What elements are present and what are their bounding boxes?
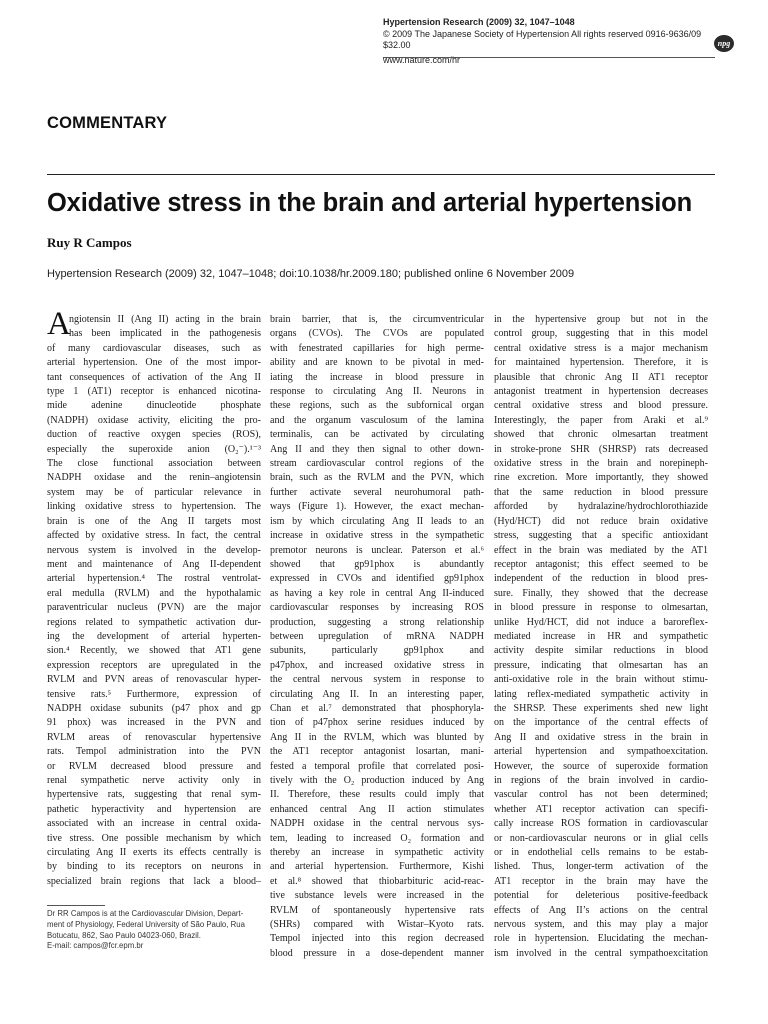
body-text-line: production, suggesting a strong relationship bbox=[270, 616, 484, 628]
body-text-line: anti-oxidative role in the brain without stimu- bbox=[494, 674, 708, 686]
body-text-line: mediated increase in HR and sympathetic bbox=[494, 630, 708, 642]
footnote-divider bbox=[47, 905, 105, 906]
body-text-line: of many cardiovascular diseases, such as bbox=[47, 342, 261, 354]
body-text-line: Chan et al.⁷ demonstrated that phosphoryla- bbox=[270, 702, 484, 714]
body-text-line: plausible that chronic Ang II AT1 receptor bbox=[494, 371, 708, 383]
body-text-line: between upregulation of mRNA NADPH bbox=[270, 630, 484, 642]
body-text-line: duction of reactive oxygen species (ROS), bbox=[47, 429, 261, 441]
body-text-line: activity despite similar reductions in blood bbox=[494, 645, 708, 657]
journal-header bbox=[383, 17, 713, 66]
body-text-line: response to circulating Ang II. Neurons in bbox=[270, 386, 484, 398]
body-text-line: stream cardiovascular control regions of the bbox=[270, 458, 484, 470]
body-text-line: vascular control has not been determined; bbox=[494, 789, 708, 801]
body-text-line: affected by oxidative stress. In fact, the central bbox=[47, 530, 261, 542]
body-text-line: 91 phox) was increased in the PVN and bbox=[47, 717, 261, 729]
body-text-line: Tempol injected into this region decreased bbox=[270, 933, 484, 945]
body-text-line: rats. Tempol administration into the PVN bbox=[47, 746, 261, 758]
body-text-line: organs (CVOs). The CVOs are populated bbox=[270, 328, 484, 340]
body-text-line: effects of Ang II’s actions on the central bbox=[494, 904, 708, 916]
article-title: Oxidative stress in the brain and arterial hypertension bbox=[47, 189, 693, 217]
body-column-3 bbox=[494, 313, 708, 961]
journal-url: www.nature.com/hr bbox=[383, 54, 461, 65]
body-text-line: RVLM and PVN areas of renovascular hyper- bbox=[47, 674, 261, 686]
body-text-line: tant consequences of activation of the Ang II bbox=[47, 371, 261, 383]
npg-logo: npg bbox=[714, 35, 734, 52]
body-text-line: Ang II and oxidative stress in the brain in bbox=[494, 731, 708, 743]
body-text-line: nervous system, and this may play a major bbox=[494, 919, 708, 931]
body-text-line: lating reflex-mediated sympathetic activity in bbox=[494, 688, 708, 700]
body-text-line: showed that gp91phox is abundantly bbox=[270, 558, 484, 570]
body-text-line: further activate several neurohumoral path- bbox=[270, 486, 484, 498]
body-text-line: with fenestrated capillaries for high perme- bbox=[270, 342, 484, 354]
body-text-line: ing the development of arterial hyperten- bbox=[47, 630, 261, 642]
body-text-line: in regions of the brain involved in cardio- bbox=[494, 775, 708, 786]
body-text-line: circulating Ang II exerts its effects centrally is bbox=[47, 847, 261, 859]
body-text-line: Interestingly, the paper from Araki et al.⁹ bbox=[494, 414, 708, 426]
body-text-line: expression receptors are upregulated in the bbox=[47, 659, 261, 671]
drop-cap: A bbox=[47, 306, 71, 342]
body-column-1 bbox=[47, 313, 261, 889]
body-text-line: control group, suggesting that in this model bbox=[494, 328, 708, 340]
body-text-line: cally increase ROS formation in cardiovascular bbox=[494, 818, 708, 830]
body-text-line: (Hyd/HCT) did not reduce brain oxidative bbox=[494, 515, 708, 527]
body-text-line: arterial hypertension.⁴ The rostral ventrolat- bbox=[47, 573, 261, 585]
footnote-line: Botucatu, 862, Sao Paulo 04023-060, Brazil. bbox=[47, 930, 201, 940]
body-text-line: unlike Hyd/HCT, did not induce a baroreflex- bbox=[494, 616, 708, 628]
body-text-line: ment and maintenance of Ang II-dependent bbox=[47, 558, 261, 570]
body-text-line: effect in the brain was mediated by the AT1 bbox=[494, 544, 708, 556]
body-text-line: central oxidative stress is a major mechanism bbox=[494, 342, 708, 354]
body-text-line: paraventricular nucleus (PVN) are the major bbox=[47, 602, 261, 614]
body-text-line: and the organum vasculosum of the lamina bbox=[270, 414, 484, 426]
body-text-line: sure. Finally, they showed that the decrease bbox=[494, 587, 708, 599]
body-text-line: subunits, particularly gp91phox and bbox=[270, 645, 484, 657]
body-text-line: central oxidative stress and blood pressure. bbox=[494, 400, 708, 412]
body-text-line: ism by which circulating Ang II leads to an bbox=[270, 515, 484, 527]
section-label: COMMENTARY bbox=[47, 114, 168, 132]
body-text-line: arterial hypertension. One of the most impor- bbox=[47, 357, 261, 369]
body-text-line: Ang II in the RVLM, which was blunted by bbox=[270, 731, 484, 743]
body-text-line: hypertensive rats, suggesting that renal sym- bbox=[47, 789, 261, 801]
body-text-line: linking oxidative stress to hypertension. The bbox=[47, 501, 261, 513]
body-text-line: potential for deleterious positive-feedback bbox=[494, 890, 708, 902]
article-citation: Hypertension Research (2009) 32, 1047–1048; doi:10.1038/hr.2009.180; published online 6 November 2009 bbox=[47, 268, 575, 280]
body-text-line: by binding to its receptors on neurons in bbox=[47, 861, 261, 873]
body-text-line: regions related to sympathetic activation dur- bbox=[47, 616, 261, 628]
body-text-line: AT1 receptor in the brain may have the bbox=[494, 875, 708, 887]
body-text-line: blood pressure in a dose-dependent manner bbox=[270, 947, 484, 959]
body-text-line: in the hypertensive group but not in the bbox=[494, 314, 708, 325]
body-text-line: or in endothelial cells remains to be estab- bbox=[494, 847, 708, 859]
copyright-line: © 2009 The Japanese Society of Hypertension All rights reserved 0916-9636/09 $32.00 bbox=[383, 28, 702, 50]
body-text-line: specialized brain regions that lack a blood– bbox=[47, 875, 261, 887]
body-text-line: independent of the reduction in blood pres- bbox=[494, 573, 708, 585]
body-text-line: p47phox, and increased oxidative stress in bbox=[270, 659, 484, 671]
body-text-line: the SHRSP. These experiments shed new light bbox=[494, 702, 708, 714]
body-text-line: nervous system is involved in the develop- bbox=[47, 544, 261, 556]
body-text-line: II. Therefore, these results could imply that bbox=[270, 789, 484, 801]
body-text-line: arterial hypertension and sympathoexcitation. bbox=[494, 746, 708, 758]
body-text-line: antagonist treatment in hypertension decreases bbox=[494, 386, 708, 398]
body-text-line: has been implicated in the pathogenesis bbox=[69, 328, 261, 340]
body-text-line: sion.⁴ Recently, we showed that AT1 gene bbox=[47, 645, 261, 657]
body-text-line: RVLM areas of renovascular hypertensive bbox=[47, 731, 261, 743]
body-text-line: eral medulla (RVLM) and the hypothalamic bbox=[47, 587, 261, 599]
body-text-line: rine excretion. More importantly, they showed bbox=[494, 472, 708, 484]
body-text-line: tive stress. One possible mechanism by which bbox=[47, 832, 261, 844]
body-text-line: (NADPH) oxidase activity, eliciting the pro- bbox=[47, 414, 261, 426]
body-text-line: thereby an increase in sympathetic activity bbox=[270, 847, 484, 859]
author-affiliation-footnote bbox=[47, 909, 262, 952]
journal-citation-line: Hypertension Research (2009) 32, 1047–1048 bbox=[383, 17, 575, 27]
body-text-line: tem, leading to increased O₂ formation and bbox=[270, 832, 484, 844]
body-column-2 bbox=[270, 313, 484, 961]
body-text-line: whether AT1 receptor activation can specifi- bbox=[494, 803, 708, 815]
body-text-line: for maintained hypertension. Therefore, it is bbox=[494, 357, 708, 369]
body-text-line: or non-cardiovascular neurons or in glial cells bbox=[494, 832, 708, 844]
body-text-line: The close functional association between bbox=[47, 458, 261, 470]
body-text-line: the central nervous system in response to bbox=[270, 674, 484, 686]
body-text-line: terminalis, can be activated by circulating bbox=[270, 429, 484, 441]
body-text-line: ngiotensin II (Ang II) acting in the brain bbox=[69, 314, 261, 325]
body-text-line: tive substance levels were increased in the bbox=[270, 890, 484, 902]
body-text-line: circulating Ang II. In an interesting paper, bbox=[270, 688, 484, 700]
body-text-line: ability and are known to be pivotal in med- bbox=[270, 357, 484, 369]
body-text-line: iating the increase in blood pressure in bbox=[270, 371, 484, 383]
body-text-line: on the importance of the central effects of bbox=[494, 717, 708, 729]
body-text-line: afforded by hydralazine/hydrochlorothiazide bbox=[494, 501, 708, 513]
footnote-line: Dr RR Campos is at the Cardiovascular Division, Depart- bbox=[47, 909, 244, 918]
body-text-line: fested a temporal profile that correlated posi- bbox=[270, 760, 484, 772]
body-text-line: oxidative stress in the brain and norepineph- bbox=[494, 458, 708, 470]
body-text-line: enhanced central Ang II action stimulates bbox=[270, 803, 484, 815]
body-text-line: cardiovascular responses by increasing ROS bbox=[270, 602, 484, 614]
body-text-line: system may be of particular relevance in bbox=[47, 486, 261, 498]
body-text-line: RVLM of spontaneously hypertensive rats bbox=[270, 904, 484, 916]
body-text-line: tion of p47phox serine residues induced by bbox=[270, 717, 484, 729]
body-text-line: increase in oxidative stress in the sympathetic bbox=[270, 530, 484, 542]
body-text-line: NADPH oxidase and the renin–angiotensin bbox=[47, 472, 261, 484]
footnote-line: E-mail: campos@fcr.epm.br bbox=[47, 941, 144, 951]
body-text-line: stress, suggesting that a specific antioxidant bbox=[494, 530, 708, 542]
body-text-line: type 1 (AT1) receptor is enhanced nicotina- bbox=[47, 386, 261, 398]
body-text-line: NADPH oxidase in the central nervous sys- bbox=[270, 818, 484, 830]
body-text-line: in blood pressure in response to olmesartan, bbox=[494, 602, 708, 614]
body-text-line: or RVLM decreased blood pressure and bbox=[47, 760, 261, 772]
body-text-line: mide adenine dinucleotide phosphate bbox=[47, 400, 261, 412]
body-text-line: ism involved in the central sympathoexcitation bbox=[494, 947, 708, 959]
body-text-line: associated with an increase in central oxida- bbox=[47, 818, 261, 830]
body-text-line: However, the source of superoxide formation bbox=[494, 760, 708, 772]
body-text-line: renal sympathetic nerve activity only in bbox=[47, 775, 261, 786]
body-text-line: in stroke-prone SHR (SHRSP) rats decreased bbox=[494, 443, 708, 455]
body-text-line: lished. Thus, longer-term activation of the bbox=[494, 861, 708, 873]
header-divider bbox=[383, 57, 715, 58]
body-text-line: ways (Figure 1). However, the exact mechan- bbox=[270, 501, 484, 513]
body-text-line: tively with the O₂ production induced by Ang bbox=[270, 775, 484, 786]
body-text-line: expressed in CVOs and identified gp91phox bbox=[270, 573, 484, 585]
body-text-line: showed that chronic olmesartan treatment bbox=[494, 429, 708, 441]
body-text-line: these regions, such as the subfornical organ bbox=[270, 400, 484, 412]
body-text-line: et al.⁸ showed that thiobarbituric acid-reac- bbox=[270, 875, 484, 887]
footnote-line: ment of Physiology, Federal University of São Paulo, Rua bbox=[47, 919, 245, 929]
body-text-line: Ang II and they then signal to other down- bbox=[270, 443, 484, 455]
body-text-line: premotor neurons is unclear. Paterson et al.⁶ bbox=[270, 544, 484, 556]
body-text-line: especially the superoxide anion (O₂⁻).¹⁻³ bbox=[47, 443, 261, 455]
body-text-line: that the same reduction in blood pressure bbox=[494, 486, 708, 498]
body-text-line: role in hypertension. Elucidating the mechan- bbox=[494, 933, 708, 945]
body-text-line: pressure, indicating that olmesartan has an bbox=[494, 659, 708, 671]
body-text-line: and arterial hypertension. Furthermore, Kishi bbox=[270, 861, 484, 873]
body-text-line: brain is one of the Ang II targets most bbox=[47, 515, 261, 527]
body-text-line: tensive rats.⁵ Furthermore, expression of bbox=[47, 688, 261, 700]
author-name: Ruy R Campos bbox=[47, 235, 132, 250]
body-text-line: pathetic hyperactivity and hypertension are bbox=[47, 803, 261, 815]
body-text-line: NADPH oxidase subunits (p47 phox and gp bbox=[47, 702, 261, 714]
body-text-line: brain, such as the RVLM and the PVN, which bbox=[270, 472, 484, 484]
body-text-line: receptor antagonist; this effect seemed to be bbox=[494, 558, 708, 570]
body-text-line: (SHRs) compared with Wistar–Kyoto rats. bbox=[270, 919, 484, 931]
body-text-line: as having a key role in central Ang II-induced bbox=[270, 587, 484, 599]
body-text-line: brain barrier, that is, the circumventricular bbox=[270, 314, 484, 325]
body-text-line: the AT1 receptor antagonist losartan, mani- bbox=[270, 746, 484, 758]
title-divider bbox=[47, 174, 715, 175]
